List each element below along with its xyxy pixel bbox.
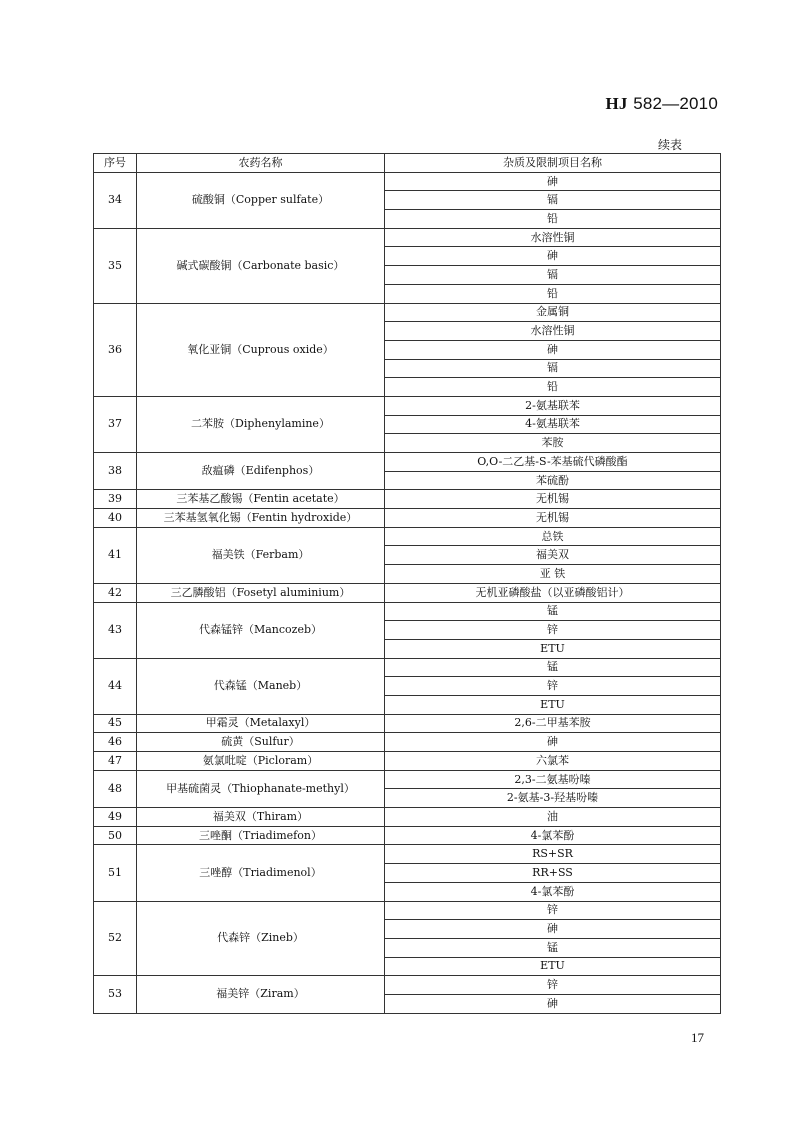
impurity-item-cell: 锰	[385, 658, 721, 677]
serial-cell: 40	[94, 509, 137, 528]
pesticide-name-cell: 代森锌（Zineb）	[137, 901, 385, 976]
impurity-item-cell: 砷	[385, 172, 721, 191]
pesticide-name-cell: 三苯基乙酸锡（Fentin acetate）	[137, 490, 385, 509]
impurity-item-cell: 2-氨基联苯	[385, 396, 721, 415]
impurity-item-cell: 铅	[385, 378, 721, 397]
pesticide-name-cell: 氨氯吡啶（Picloram）	[137, 752, 385, 771]
serial-cell: 39	[94, 490, 137, 509]
impurity-item-cell: 无机锡	[385, 509, 721, 528]
pesticide-name-cell: 三唑酮（Triadimefon）	[137, 826, 385, 845]
pesticide-name-cell: 三唑醇（Triadimenol）	[137, 845, 385, 901]
pesticide-name-cell: 硫酸铜（Copper sulfate）	[137, 172, 385, 228]
impurity-item-cell: 镉	[385, 191, 721, 210]
pesticide-name-cell: 三苯基氢氧化锡（Fentin hydroxide）	[137, 509, 385, 528]
serial-cell: 34	[94, 172, 137, 228]
impurity-item-cell: 总铁	[385, 527, 721, 546]
table-row	[94, 826, 721, 845]
impurity-item-cell: 亚 铁	[385, 565, 721, 584]
impurity-item-cell: 镉	[385, 266, 721, 285]
standard-code-number: 582—2010	[633, 94, 718, 113]
page-number: 17	[691, 1030, 704, 1045]
impurity-item-cell: RS+SR	[385, 845, 721, 864]
impurity-item-cell: 锌	[385, 901, 721, 920]
pesticide-name-cell: 代森锰（Maneb）	[137, 658, 385, 714]
impurity-item-cell: 4-氯苯酚	[385, 882, 721, 901]
serial-cell: 37	[94, 396, 137, 452]
table-row	[94, 172, 721, 191]
pesticide-name-cell: 福美双（Thiram）	[137, 808, 385, 827]
impurity-item-cell: ETU	[385, 639, 721, 658]
impurity-item-cell: 砷	[385, 920, 721, 939]
pesticide-name-cell: 代森锰锌（Mancozeb）	[137, 602, 385, 658]
impurity-item-cell: 砷	[385, 247, 721, 266]
impurity-item-cell: 无机锡	[385, 490, 721, 509]
pesticide-name-cell: 福美锌（Ziram）	[137, 976, 385, 1013]
serial-cell: 49	[94, 808, 137, 827]
table-row	[94, 733, 721, 752]
impurity-item-cell: 砷	[385, 340, 721, 359]
standard-code	[605, 94, 718, 114]
serial-cell: 51	[94, 845, 137, 901]
table-header-row	[94, 154, 721, 173]
pesticide-name-cell: 甲霜灵（Metalaxyl）	[137, 714, 385, 733]
impurity-item-cell: 铅	[385, 210, 721, 229]
table-row	[94, 901, 721, 920]
serial-cell: 44	[94, 658, 137, 714]
serial-cell: 38	[94, 453, 137, 490]
pesticide-name-cell: 甲基硫菌灵（Thiophanate-methyl）	[137, 770, 385, 807]
impurity-item-cell: 六氯苯	[385, 752, 721, 771]
impurity-item-cell: 镉	[385, 359, 721, 378]
pesticide-name-cell: 碱式碳酸铜（Carbonate basic）	[137, 228, 385, 303]
impurity-item-cell: 水溶性铜	[385, 322, 721, 341]
pesticide-name-cell: 硫黄（Sulfur）	[137, 733, 385, 752]
standard-code-prefix: HJ	[605, 94, 628, 113]
continued-label: 续表	[657, 138, 682, 152]
serial-cell: 36	[94, 303, 137, 396]
table-row	[94, 303, 721, 322]
impurity-item-cell: 砷	[385, 733, 721, 752]
header-pesticide-name: 农药名称	[137, 154, 385, 173]
impurity-item-cell: 铅	[385, 284, 721, 303]
table-row	[94, 583, 721, 602]
impurity-item-cell: 金属铜	[385, 303, 721, 322]
impurity-item-cell: 锰	[385, 602, 721, 621]
serial-cell: 45	[94, 714, 137, 733]
impurity-item-cell: 福美双	[385, 546, 721, 565]
impurity-item-cell: 苯硫酚	[385, 471, 721, 490]
header-impurity-items: 杂质及限制项目名称	[385, 154, 721, 173]
serial-cell: 41	[94, 527, 137, 583]
impurity-item-cell: 锰	[385, 938, 721, 957]
serial-cell: 52	[94, 901, 137, 976]
pesticide-name-cell: 敌瘟磷（Edifenphos）	[137, 453, 385, 490]
serial-cell: 43	[94, 602, 137, 658]
impurity-item-cell: 砷	[385, 994, 721, 1013]
serial-cell: 50	[94, 826, 137, 845]
serial-cell: 47	[94, 752, 137, 771]
table-row	[94, 509, 721, 528]
table-row	[94, 658, 721, 677]
impurity-item-cell: 2,6-二甲基苯胺	[385, 714, 721, 733]
serial-cell: 53	[94, 976, 137, 1013]
impurity-item-cell: 苯胺	[385, 434, 721, 453]
table-row	[94, 527, 721, 546]
serial-cell: 46	[94, 733, 137, 752]
impurity-item-cell: 锌	[385, 677, 721, 696]
impurity-item-cell: 油	[385, 808, 721, 827]
impurity-table	[93, 153, 721, 1014]
serial-cell: 48	[94, 770, 137, 807]
impurity-item-cell: O,O-二乙基-S-苯基硫代磷酸酯	[385, 453, 721, 472]
impurity-item-cell: 锌	[385, 621, 721, 640]
impurity-item-cell: 4-氯苯酚	[385, 826, 721, 845]
table-row	[94, 714, 721, 733]
table-row	[94, 752, 721, 771]
impurity-item-cell: 4-氨基联苯	[385, 415, 721, 434]
pesticide-name-cell: 三乙膦酸铝（Fosetyl aluminium）	[137, 583, 385, 602]
table-row	[94, 228, 721, 247]
pesticide-name-cell: 二苯胺（Diphenylamine）	[137, 396, 385, 452]
table-row	[94, 976, 721, 995]
table-row	[94, 845, 721, 864]
table-row	[94, 808, 721, 827]
impurity-item-cell: 水溶性铜	[385, 228, 721, 247]
impurity-item-cell: ETU	[385, 957, 721, 976]
table-row	[94, 396, 721, 415]
impurity-item-cell: 锌	[385, 976, 721, 995]
table-body	[94, 172, 721, 1013]
impurity-item-cell: ETU	[385, 695, 721, 714]
impurity-item-cell: 无机亚磷酸盐（以亚磷酸铝计）	[385, 583, 721, 602]
serial-cell: 42	[94, 583, 137, 602]
serial-cell: 35	[94, 228, 137, 303]
table-row	[94, 602, 721, 621]
table-row	[94, 770, 721, 789]
pesticide-name-cell: 氧化亚铜（Cuprous oxide）	[137, 303, 385, 396]
impurity-item-cell: 2-氨基-3-羟基吩嗪	[385, 789, 721, 808]
table-row	[94, 453, 721, 472]
impurity-item-cell: RR+SS	[385, 864, 721, 883]
pesticide-name-cell: 福美铁（Ferbam）	[137, 527, 385, 583]
impurity-item-cell: 2,3-二氨基吩嗪	[385, 770, 721, 789]
table-row	[94, 490, 721, 509]
header-serial: 序号	[94, 154, 137, 173]
